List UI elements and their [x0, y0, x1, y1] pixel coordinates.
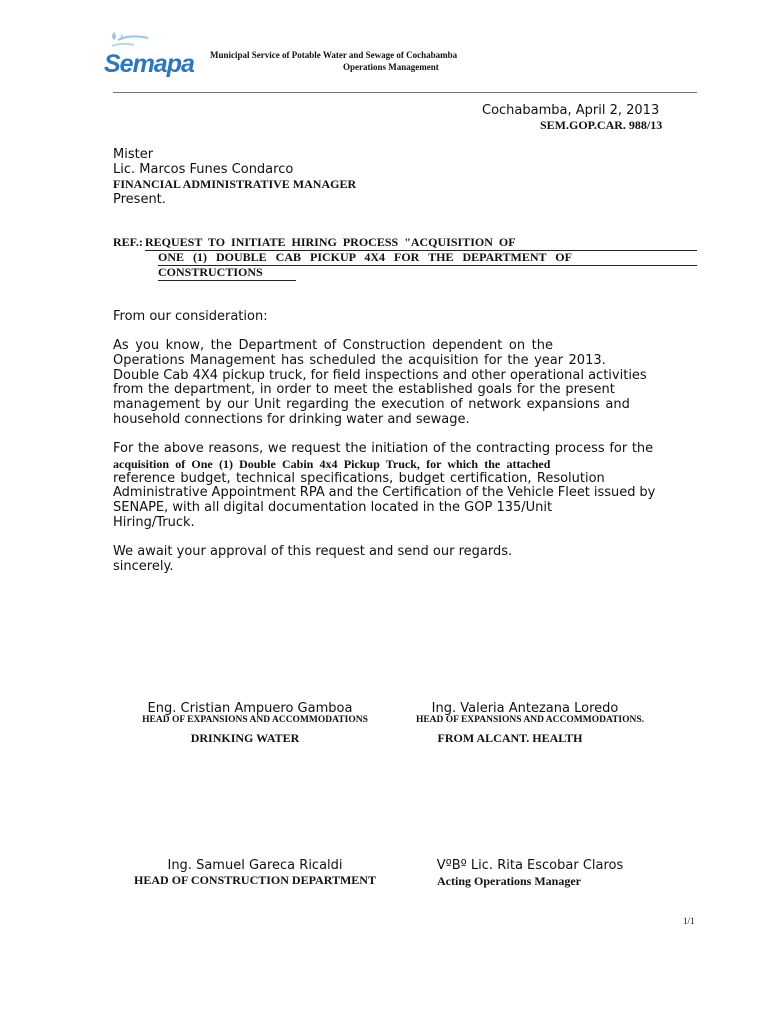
para1-line: from the department, in order to meet the established goals for the present [113, 382, 615, 398]
ref-label: REF.: [113, 235, 143, 249]
recipient-closing: Present. [113, 192, 166, 207]
page-number: 1/1 [683, 916, 695, 926]
para1-line: Operations Management has scheduled the acquisition for the year 2013. [113, 352, 606, 368]
recipient-salutation: Mister [113, 147, 154, 162]
signatory-title: HEAD OF EXPANSIONS AND ACCOMMODATIONS [142, 715, 368, 725]
ref-text-1: REQUEST TO INITIATE HIRING PROCESS "ACQUISITION OF [145, 235, 516, 249]
para1-line: Double Cab 4X4 pickup truck, for field inspections and other operational activities [113, 367, 647, 383]
para2-line: Hiring/Truck. [113, 514, 195, 530]
signatory-title: HEAD OF CONSTRUCTION DEPARTMENT [134, 873, 376, 887]
para2-bold-line: acquisition of One (1) Double Cabin 4x4 Pickup Truck, for which the attached [113, 456, 551, 471]
body-paragraph-1 [113, 339, 653, 428]
para2-line: reference budget, technical specifications, budget certification, Resolution [113, 470, 605, 486]
closing-line-1: We await your approval of this request and send our regards. [113, 544, 513, 559]
signatory-title: HEAD OF EXPANSIONS AND ACCOMMODATIONS. [415, 715, 645, 725]
ref-line-3 [158, 265, 296, 281]
recipient-name: Lic. Marcos Funes Condarco [113, 162, 294, 177]
para2-line: For the above reasons, we request the initiation of the contracting process for the [113, 441, 654, 456]
ref-text-2: ONE (1) DOUBLE CAB PICKUP 4X4 FOR THE DEPARTMENT OF [158, 250, 572, 264]
letter-reference-code: SEM.GOP.CAR. 988/13 [540, 118, 663, 132]
para1-line: As you know, the Department of Construction dependent on the [113, 338, 553, 353]
signatory-title: Acting Operations Manager [437, 874, 581, 888]
ref-line-2 [158, 250, 697, 266]
signatory-name: Ing. Valeria Antezana Loredo [431, 701, 619, 716]
signatory-name: Eng. Cristian Ampuero Gamboa [147, 701, 353, 716]
greeting: From our consideration: [113, 309, 268, 324]
para2-line: Administrative Appointment RPA and the Certification of the Vehicle Fleet issued by [113, 485, 656, 501]
org-name: Municipal Service of Potable Water and Sewage of Cochabamba [210, 50, 458, 60]
semapa-logo [104, 28, 194, 84]
ref-text-3: CONSTRUCTIONS [158, 265, 263, 279]
signatory-name: VºBº Lic. Rita Escobar Claros [436, 858, 624, 873]
header-divider [113, 92, 697, 93]
signatory-title: FROM ALCANT. HEALTH [437, 731, 583, 745]
signatory-title: DRINKING WATER [190, 731, 300, 745]
para2-line: SENAPE, with all digital documentation located in the GOP 135/Unit [113, 500, 553, 516]
logo-text: Semapa [104, 50, 194, 78]
closing-line-2: sincerely. [113, 559, 174, 574]
para1-line: management by our Unit regarding the execution of network expansions and [113, 397, 630, 413]
para1-line: household connections for drinking water and sewage. [113, 411, 470, 427]
ref-line-1 [145, 235, 697, 251]
department-name: Operations Management [343, 62, 439, 72]
body-paragraph-2 [113, 441, 656, 531]
recipient-title: FINANCIAL ADMINISTRATIVE MANAGER [113, 177, 357, 191]
signatory-name: Ing. Samuel Gareca Ricaldi [167, 858, 343, 873]
letter-date: Cochabamba, April 2, 2013 [482, 103, 660, 118]
